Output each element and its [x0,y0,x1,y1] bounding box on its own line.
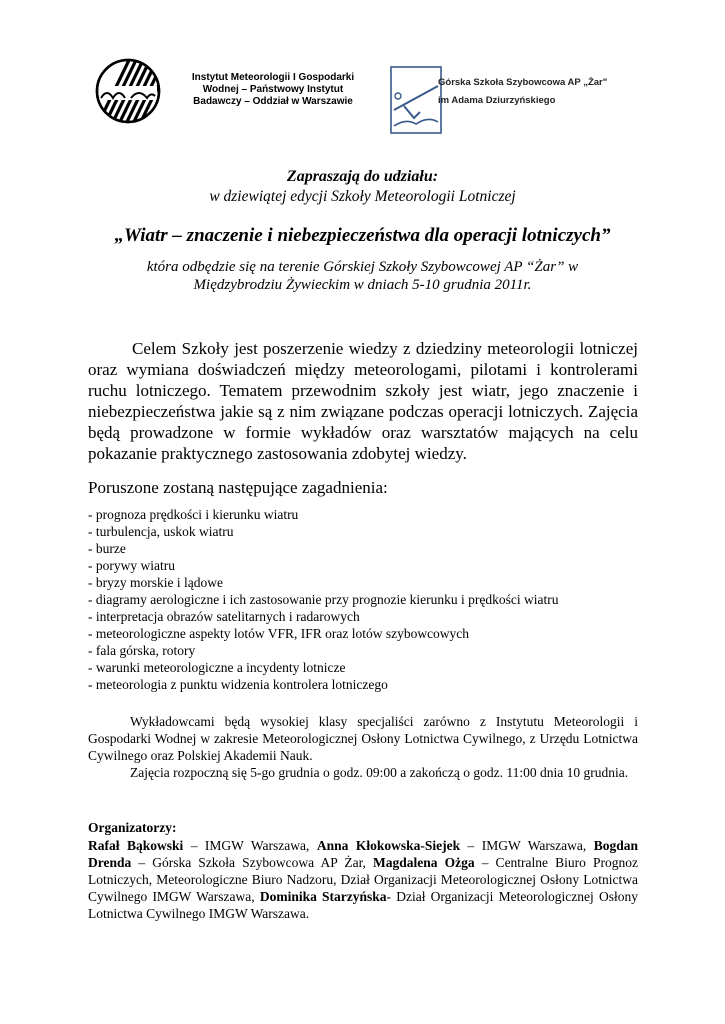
list-item: - warunki meteorologiczne a incydenty lotnicze [88,660,346,675]
event-location [60,258,665,294]
list-item: - meteorologia z punktu widzenia kontrolera lotniczego [88,677,388,692]
invite-heading: Zapraszają do udziału: [286,168,439,185]
school-subtitle: im Adama Dziurzyńskiego [438,95,556,106]
list-item: - interpretacja obrazów satelitarnych i radarowych [88,609,360,624]
institute-name [173,72,373,108]
list-item: - fala górska, rotory [88,643,196,658]
organizer-affiliation: – Centralne Biuro Prognoz Lotniczych, Meteorologiczne Biuro Nadzoru, Dział Organizacji Meteorologicznej Osłony Lotnictwa Cywilnego IMGW Warszawa, [88,855,638,904]
imgw-logo-icon [95,58,161,124]
list-item: - diagramy aerologiczne i ich zastosowanie przy prognozie kierunku i prędkości wiatru [88,592,559,607]
organizer-name: Dominika Starzyńska [259,889,387,904]
institute-line: Instytut Meteorologii I Gospodarki [191,72,355,83]
schedule-paragraph [88,764,638,781]
lecturers-paragraph [88,713,638,764]
lecturers-text: Wykładowcami będą wysokiej klasy specjaliści zarówno z Instytutu Meteorologii i Gospodarki Wodnej w zakresie Meteorologicznej Osłony Lotnictwa Cywilnego, z Urzędu Lotnictwa Cywilnego oraz Polskiej Akademii Nauk. [88,714,638,763]
location-line: która odbędzie się na terenie Górskiej Szkoły Szybowcowej AP “Żar” w [146,259,579,275]
organizer-name: Magdalena Ożga [373,855,475,870]
organizers-paragraph [88,837,638,922]
event-title: „Wiatr – znaczenie i niebezpieczeństwa dla operacji lotniczych” [114,225,611,246]
organizer-affiliation: – Górska Szkoła Szybowcowa AP Żar, [131,855,374,870]
school-name: Górska Szkoła Szybowcowa AP „Żar" [438,77,608,88]
letterhead [95,58,655,138]
lecturers-section [88,713,638,781]
location-line: Międzybrodziu Żywieckim w dniach 5-10 grudnia 2011r. [193,277,532,293]
topics-list [88,506,558,693]
topics-heading: Poruszone zostaną następujące zagadnienia: [88,478,388,497]
list-item: - bryzy morskie i lądowe [88,575,223,590]
organizers-heading: Organizatorzy: [88,820,177,835]
list-item: - porywy wiatru [88,558,175,573]
schedule-text: Zajęcia rozpoczną się 5-go grudnia o godz. 09:00 a zakończą o godz. 11:00 dnia 10 grudnia. [130,765,629,780]
organizer-affiliation: - Dział Organizacji Meteorologicznej Osłony Lotnictwa Cywilnego IMGW Warszawa. [88,889,638,921]
organizer-name: Rafał Bąkowski [88,838,184,853]
institute-line: Badawczy – Oddział w Warszawie [193,96,353,107]
glider-school-logo-icon [390,66,442,134]
institute-line: Wodnej – Państwowy Instytut [202,84,344,95]
list-item: - meteorologiczne aspekty lotów VFR, IFR oraz lotów szybowcowych [88,626,470,641]
list-item: - turbulencja, uskok wiatru [88,524,234,539]
organizer-affiliation: – IMGW Warszawa, [460,838,594,853]
goal-paragraph: Celem Szkoły jest poszerzenie wiedzy z dziedziny meteorologii lotniczej oraz wymiana doświadczeń między meteorologami, pilotami i kontrolerami ruchu lotniczego. Tematem przewodnim szkoły jest wiatr, jego znaczenie i niebezpieczeństwa jakie są z nim związane podczas operacji lotniczych. Zajęcia będą prowadzone w formie wykładów oraz warsztatów mających na celu pokazanie praktycznego zastosowania zdobytej wiedzy. [88,339,638,463]
edition-line: w dziewiątej edycji Szkoły Meteorologii Lotniczej [209,188,516,205]
list-item: - burze [88,541,126,556]
organizer-name: Bogdan Drenda [88,838,638,870]
organizer-name: Anna Kłokowska-Siejek [316,838,461,853]
organizer-affiliation: – IMGW Warszawa, [183,838,317,853]
list-item: - prognoza prędkości i kierunku wiatru [88,507,299,522]
